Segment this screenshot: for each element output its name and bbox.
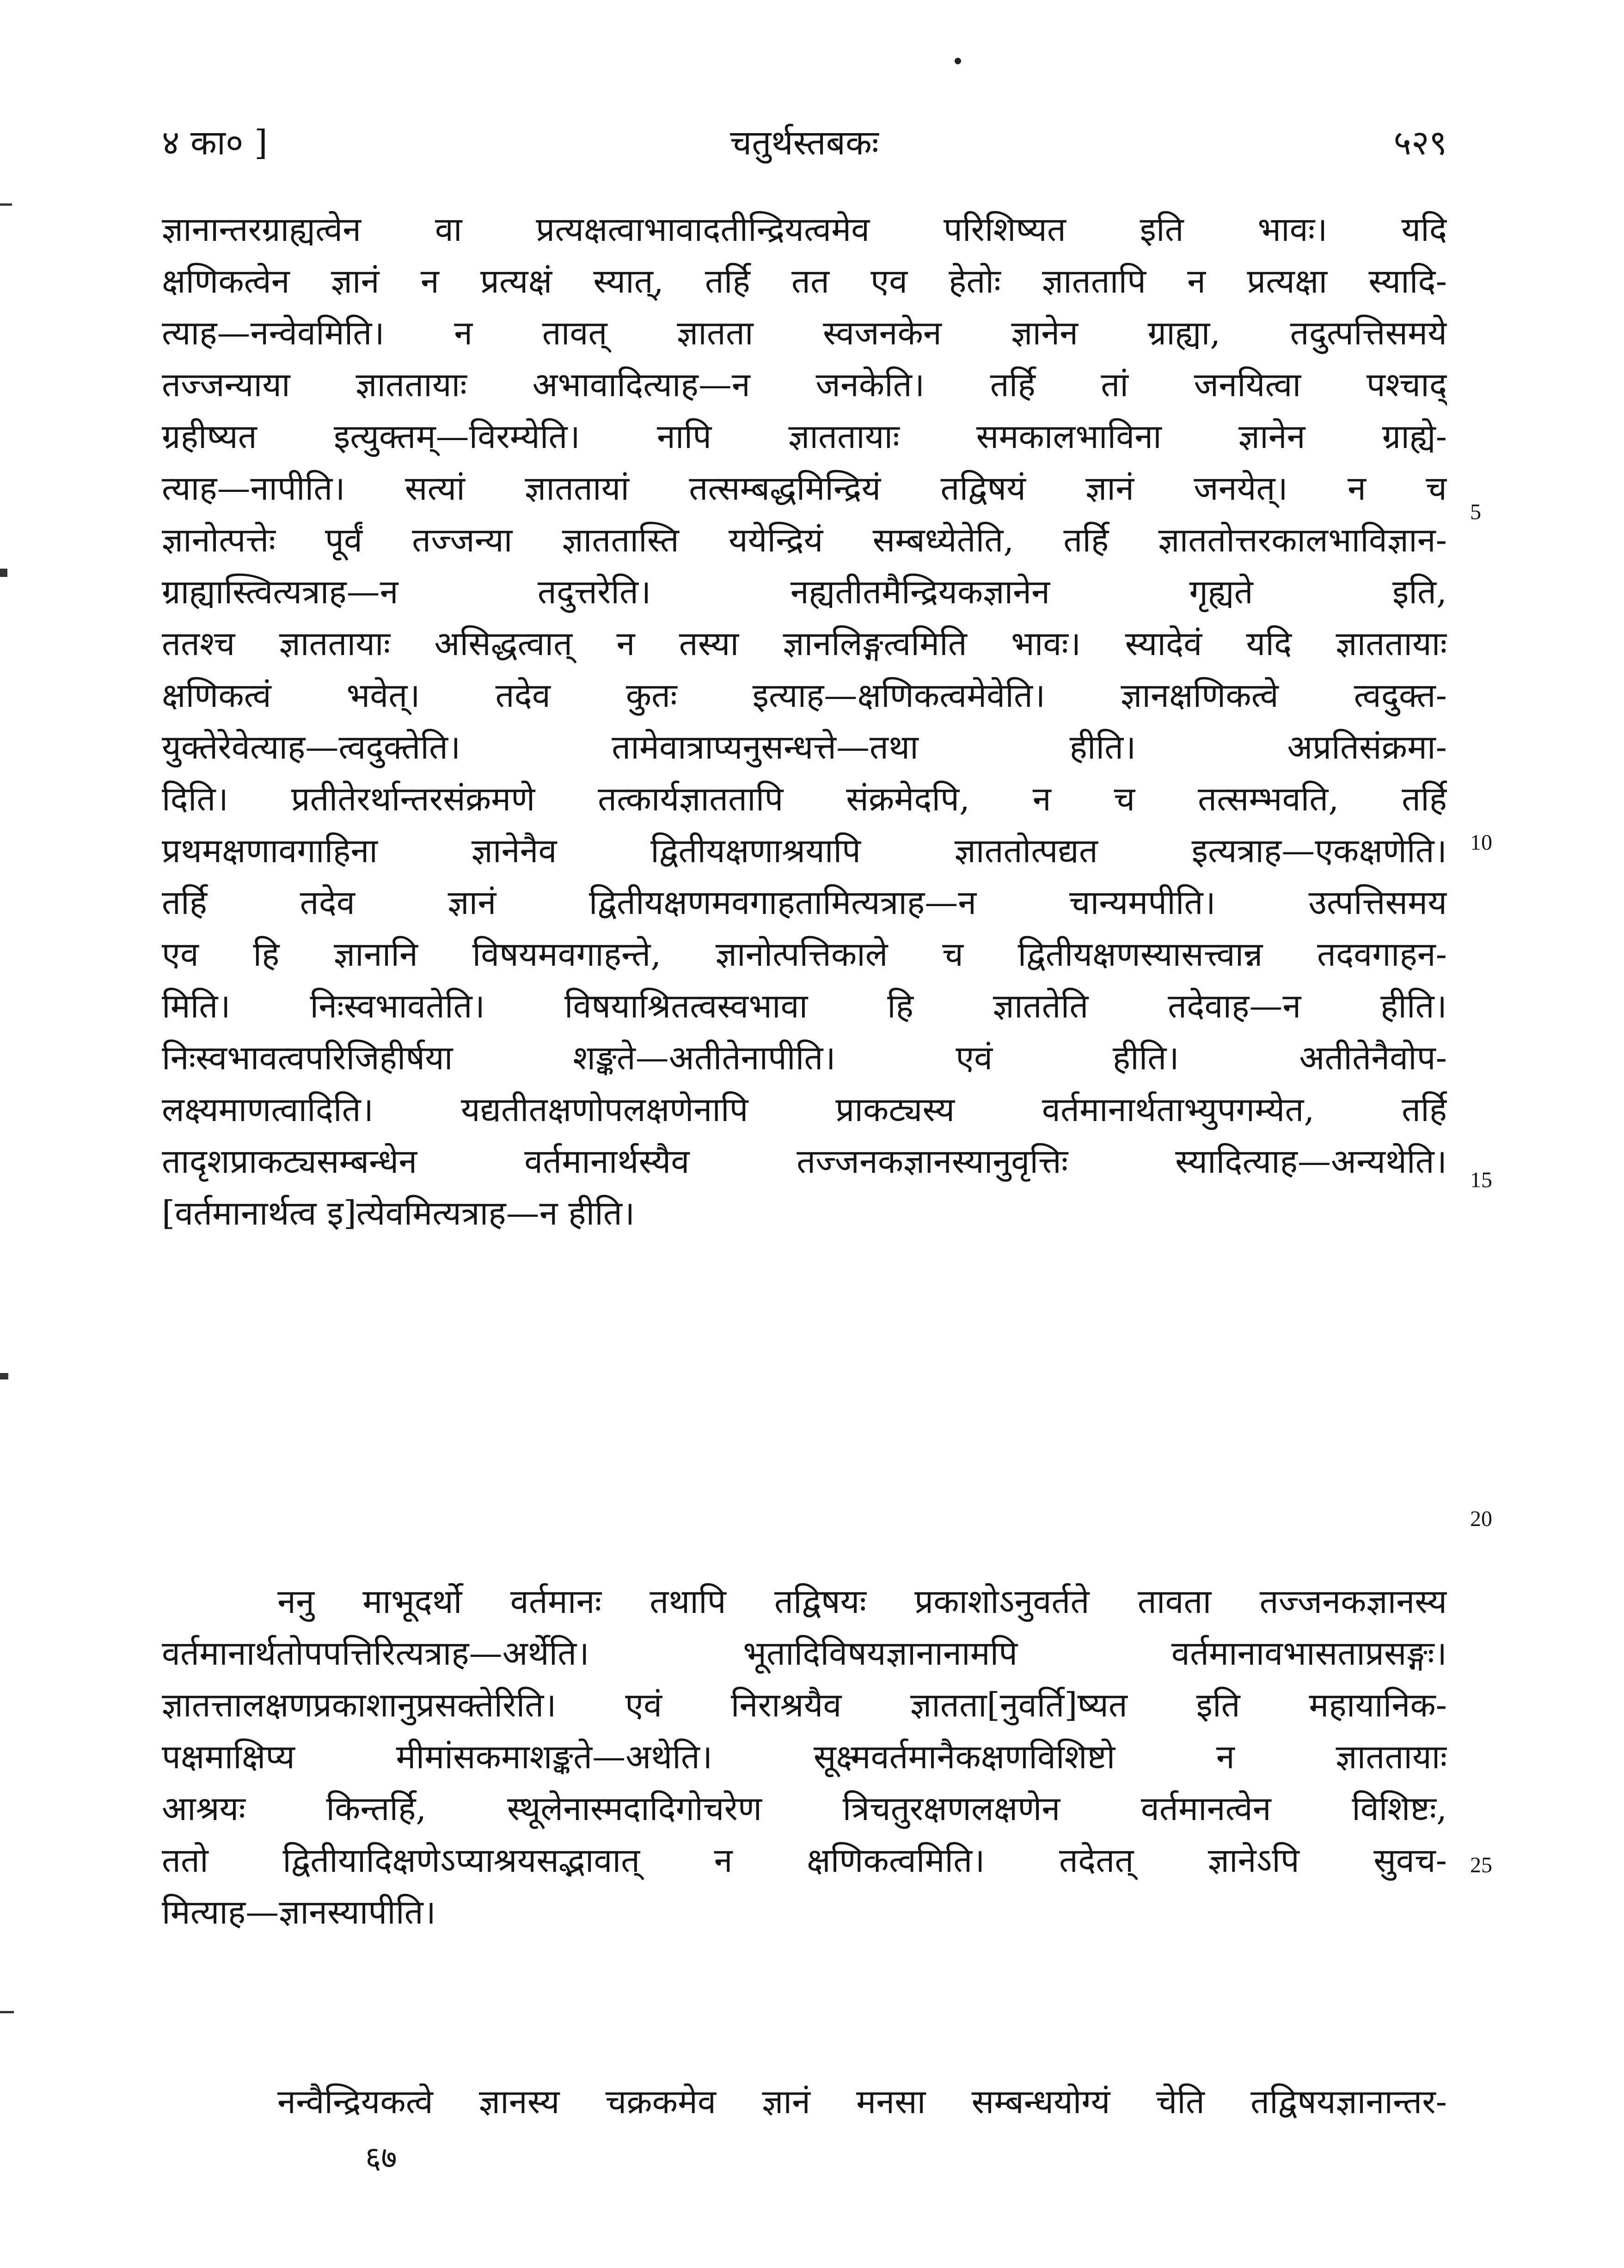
text-line: नन्वैन्द्रियकत्वे ज्ञानस्य चक्रकमेव ज्ञानं मनसा सम्बन्धयोग्यं चेति तद्विषयज्ञानान्तर- [277,2082,1447,2121]
text-line: त्याह—नन्वेवमिति। न तावत् ज्ञातता स्वजनकेन ज्ञानेन ग्राह्या, तदुत्पत्तिसमये [162,313,1447,352]
print-speck [955,58,961,64]
line-number: 15 [1470,1168,1492,1192]
text-line: ज्ञानोत्पत्तेः पूर्वं तज्जन्या ज्ञाततास्ति ययेन्द्रियं सम्बध्येतेति, तर्हि ज्ञाततोत्तरकालभाविज्ञान- [162,521,1447,559]
text-line: तज्जन्याया ज्ञाततायाः अभावादित्याह—न जनकेति। तर्हि तां जनयित्वा पश्चाद् [162,365,1447,404]
text-line: ततश्च ज्ञाततायाः असिद्धत्वात् न तस्या ज्ञानलिङ्गत्वमिति भावः। स्यादेवं यदि ज्ञाततायाः [162,624,1447,663]
text-line: दिति। प्रतीतेरर्थान्तरसंक्रमणे तत्कार्यज्ञाततापि संक्रमेदपि, न च तत्सम्भवति, तर्हि [162,779,1447,818]
text-line: ज्ञातत्तालक्षणप्रकाशानुप्रसक्तेरिति। एवं निराश्रयैव ज्ञातता[नुवर्ति]ष्यत इति महायानिक- [162,1686,1447,1724]
line-number: 25 [1470,1853,1492,1877]
margin-mark [0,2011,14,2013]
text-line: वर्तमानार्थतोपपत्तिरित्यत्राह—अर्थेति। भूतादिविषयज्ञानानामपि वर्तमानावभासताप्रसङ्गः। [162,1634,1447,1673]
text-line: क्षणिकत्वं भवेत्। तदेव कुतः इत्याह—क्षणिकत्वमेवेति। ज्ञानक्षणिकत्वे त्वदुक्त- [162,676,1447,715]
text-line: मिति। निःस्वभावतेति। विषयाश्रितत्वस्वभावा हि ज्ञाततेति तदेवाह—न हीति। [162,987,1447,1025]
text-line: [वर्तमानार्थत्व इ]त्येवमित्यत्राह—न हीति। [162,1194,635,1232]
text-line: लक्ष्यमाणत्वादिति। यद्यतीतक्षणोपलक्षणेनापि प्राकट्यस्य वर्तमानार्थताभ्युपगम्येत, तर्हि [162,1090,1447,1129]
signature-mark: ६७ [365,2140,397,2176]
header-section: ४ का० ] [162,123,268,163]
commentary-paragraph [162,2076,1447,2127]
text-line: एव हि ज्ञानानि विषयमवगाहन्ते, ज्ञानोत्पत्तिकाले च द्वितीयक्षणस्यासत्त्वान्न तदवगाहन- [162,935,1447,974]
line-number: 5 [1470,500,1481,524]
text-line: ज्ञानान्तरग्राह्यत्वेन वा प्रत्यक्षत्वाभावादतीन्द्रियत्वमेव परिशिष्यत इति भावः। यदि [162,210,1447,249]
text-line: आश्रयः किन्तर्हि, स्थूलेनास्मदादिगोचरेण त्रिचतुरक्षणलक्षणेन वर्तमानत्वेन विशिष्टः, [162,1789,1447,1828]
text-line: युक्तेरेवेत्याह—त्वदुक्तेति। तामेवात्राप्यनुसन्धत्ते—तथा हीति। अप्रतिसंक्रमा- [162,728,1447,766]
margin-mark [0,203,12,206]
text-line: पक्षमाक्षिप्य मीमांसकमाशङ्कते—अथेति। सूक्ष्मवर्तमानैकक्षणविशिष्टो न ज्ञाततायाः [162,1737,1447,1776]
text-line: क्षणिकत्वेन ज्ञानं न प्रत्यक्षं स्यात्, तर्हि तत एव हेतोः ज्ञाततापि न प्रत्यक्षा स्यादि- [162,262,1447,300]
text-line: त्याह—नापीति। सत्यां ज्ञाततायां तत्सम्बद्धमिन्द्रियं तद्विषयं ज्ञानं जनयेत्। न च [162,469,1447,508]
text-line: ननु माभूदर्थो वर्तमानः तथापि तद्विषयः प्रकाशोऽनुवर्तते तावता तज्जनकज्ञानस्य [277,1582,1447,1621]
text-line: ग्राह्यास्त्वित्यत्राह—न तदुत्तरेति। नह्यतीतमैन्द्रियकज्ञानेन गृह्यते इति, [162,572,1447,611]
text-line: निःस्वभावत्वपरिजिहीर्षया शङ्कते—अतीतेनापीति। एवं हीति। अतीतेनैवोप- [162,1038,1447,1077]
commentary-paragraph [162,1575,1447,1938]
line-number: 10 [1470,830,1492,855]
text-line: ग्रहीष्यत इत्युक्तम्—विरम्येति। नापि ज्ञाततायाः समकालभाविना ज्ञानेन ग्राह्ये- [162,417,1447,456]
text-line: ततो द्वितीयादिक्षणेऽप्याश्रयसद्भावात् न क्षणिकत्वमिति। तदेतत् ज्ञानेऽपि सुवच- [162,1841,1447,1880]
page-number: ५२९ [1393,123,1447,163]
text-line: मित्याह—ज्ञानस्यापीति। [162,1893,436,1931]
running-header [162,118,1447,178]
text-line: प्रथमक्षणावगाहिना ज्ञानेनैव द्वितीयक्षणाश्रयापि ज्ञाततोत्पद्यत इत्यत्राह—एकक्षणेति। [162,831,1447,870]
text-line: तादृशप्राकट्यसम्बन्धेन वर्तमानार्थस्यैव तज्जनकज्ञानस्यानुवृत्तिः स्यादित्याह—अन्यथेति। [162,1142,1447,1181]
commentary-paragraph [162,203,1447,1239]
header-title: चतुर्थस्तबकः [730,123,879,163]
margin-mark [0,569,7,577]
text-line: तर्हि तदेव ज्ञानं द्वितीयक्षणमवगाहतामित्यत्राह—न चान्यमपीति। उत्पत्तिसमय [162,883,1447,922]
margin-mark [0,1373,8,1379]
line-number: 20 [1470,1507,1492,1531]
